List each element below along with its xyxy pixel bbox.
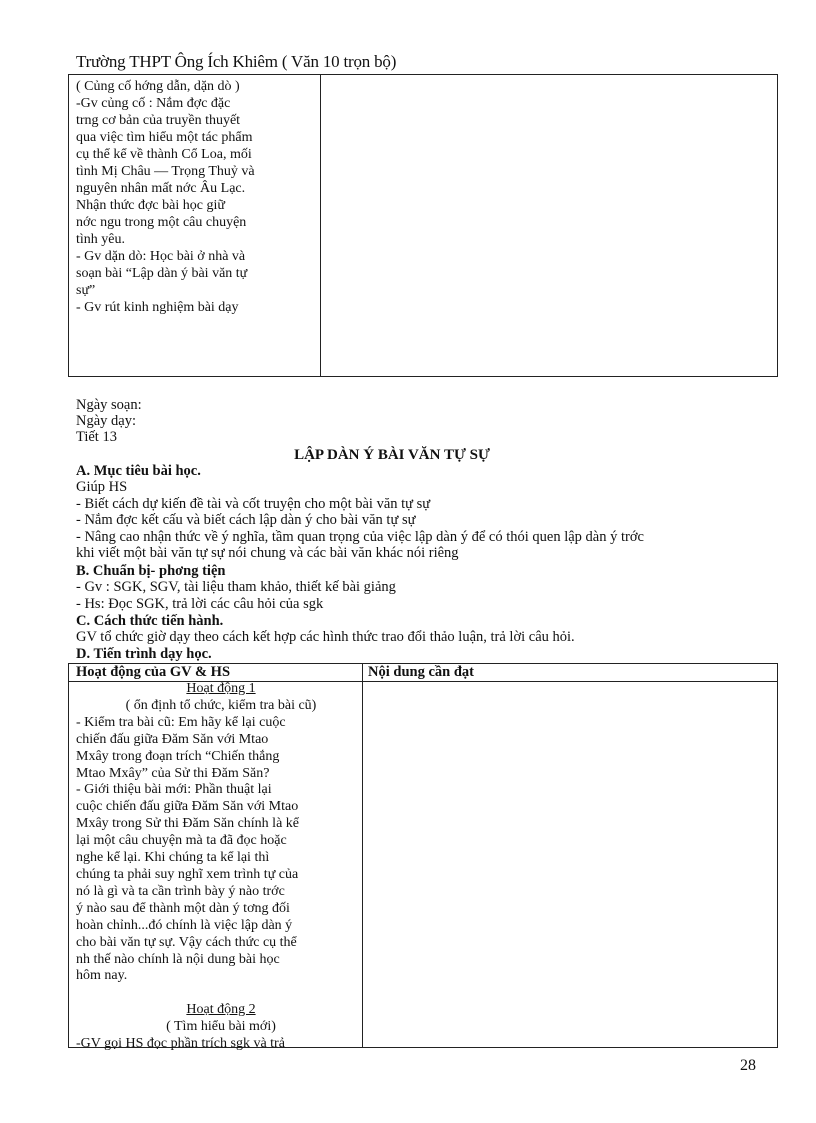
- cell-line: qua việc tìm hiểu một tác phẩm: [76, 130, 253, 145]
- section-line: - Nâng cao nhận thức về ý nghĩa, tầm quan trọng của việc lập dàn ý để có thói quen lập dàn ý trớc: [76, 528, 644, 545]
- section-a: [76, 463, 776, 561]
- activity-2-title: Hoạt động 2: [186, 1002, 256, 1018]
- activities-left-cell: [76, 681, 366, 1053]
- cell-line: cuộc chiến đấu giữa Đăm Săn với Mtao: [76, 799, 299, 815]
- cell-line: hôm nay.: [76, 968, 128, 984]
- column-header-content: Nội dung cần đạt: [368, 664, 474, 680]
- cell-line: tình yêu.: [76, 232, 125, 247]
- activity-1-title: Hoạt động 1: [186, 681, 256, 696]
- cell-line: cho bài văn tự sự. Vậy cách thức cụ thể: [76, 934, 297, 950]
- table-continuation-left-cell: [76, 78, 316, 316]
- cell-line: chiến đấu giữa Đăm Săn với Mtao: [76, 731, 269, 747]
- section-line: - Gv : SGK, SGV, tài liệu tham khảo, thiết kế bài giảng: [76, 579, 396, 596]
- section-c: [76, 613, 776, 646]
- section-line: - Biết cách dự kiến đề tài và cốt truyện cho một bài văn tự sự: [76, 495, 431, 512]
- section-line: GV tổ chức giờ dạy theo cách kết hợp các hình thức trao đổi thảo luận, trả lời câu hỏi.: [76, 629, 575, 646]
- cell-line: nh thế nào chính là nội dung bài học: [76, 951, 280, 967]
- cell-line: - Gv rút kinh nghiệm bài dạy: [76, 300, 239, 315]
- section-d: [76, 646, 776, 662]
- activity-1-subtitle: ( ổn định tổ chức, kiểm tra bài cũ): [125, 697, 317, 713]
- section-d-heading: D. Tiến trình dạy học.: [76, 646, 212, 662]
- table-column-divider: [320, 75, 321, 376]
- cell-line: nghe kể lại. Khi chúng ta kể lại thì: [76, 850, 270, 866]
- cell-line: Mxây trong đoạn trích “Chiến thắng: [76, 748, 280, 764]
- cell-line: ( Củng cố hớng dẫn, dặn dò ): [76, 79, 240, 94]
- cell-line: - Giới thiệu bài mới: Phần thuật lại: [76, 782, 272, 798]
- cell-line: - Kiểm tra bài cũ: Em hãy kể lại cuộc: [76, 714, 286, 730]
- cell-line: cụ thể kể về thành Cổ Loa, mối: [76, 147, 252, 162]
- cell-line: - Gv dặn dò: Học bài ở nhà và: [76, 249, 246, 264]
- cell-line: -GV gọi HS đọc phần trích sgk và trả: [76, 1036, 285, 1052]
- cell-line: nó là gì và ta cần trình bày ý nào trớc: [76, 883, 285, 899]
- tiet: Tiết 13: [76, 429, 117, 445]
- cell-line: lại một câu chuyện mà ta đã đọc hoặc: [76, 833, 287, 849]
- cell-line: Mtao Mxây” của Sử thi Đăm Săn?: [76, 765, 270, 781]
- cell-line: nguyên nhân mất nớc Âu Lạc.: [76, 181, 246, 196]
- cell-line: -Gv củng cố : Nắm đợc đặc: [76, 96, 231, 111]
- ngay-day: Ngày dạy:: [76, 413, 136, 429]
- section-a-heading: A. Mục tiêu bài học.: [76, 463, 201, 479]
- section-b-heading: B. Chuẩn bị- phơng tiện: [76, 563, 226, 579]
- section-line: - Hs: Đọc SGK, trả lời các câu hỏi của sgk: [76, 595, 324, 612]
- cell-line: Nhận thức đợc bài học giữ: [76, 198, 225, 213]
- cell-line: sự”: [76, 283, 96, 298]
- cell-line: tình Mị Châu — Trọng Thuỷ và: [76, 164, 255, 179]
- section-c-heading: C. Cách thức tiến hành.: [76, 613, 224, 629]
- cell-line: trng cơ bản của truyền thuyết: [76, 113, 241, 128]
- spacer: [76, 985, 366, 1002]
- cell-line: ý nào sau để thành một dàn ý tơng đối: [76, 900, 290, 916]
- section-line: khi viết một bài văn tự sự nói chung và các bài văn khác nói riêng: [76, 545, 459, 562]
- cell-line: nớc ngu trong một câu chuyện: [76, 215, 247, 230]
- cell-line: Mxây trong Sử thi Đăm Săn chính là kể: [76, 816, 300, 832]
- document-header: Trường THPT Ông Ích Khiêm ( Văn 10 trọn bộ): [76, 52, 397, 71]
- page-number: 28: [740, 1057, 756, 1074]
- ngay-soan: Ngày soạn:: [76, 397, 142, 413]
- section-line: - Nắm đợc kết cấu và biết cách lập dàn ý cho bài văn tự sự: [76, 512, 416, 529]
- lesson-title: LẬP DÀN Ý BÀI VĂN TỰ SỰ: [294, 447, 490, 463]
- cell-line: chúng ta phải suy nghĩ xem trình tự của: [76, 866, 299, 882]
- column-header-activities: Hoạt động của GV & HS: [76, 664, 231, 680]
- activity-2-subtitle: ( Tìm hiểu bài mới): [166, 1019, 276, 1035]
- cell-line: hoàn chỉnh...đó chính là việc lập dàn ý: [76, 917, 293, 933]
- cell-line: soạn bài “Lập dàn ý bài văn tự: [76, 266, 248, 281]
- section-line: Giúp HS: [76, 479, 128, 496]
- meta-block: [76, 397, 142, 445]
- section-b: [76, 563, 776, 612]
